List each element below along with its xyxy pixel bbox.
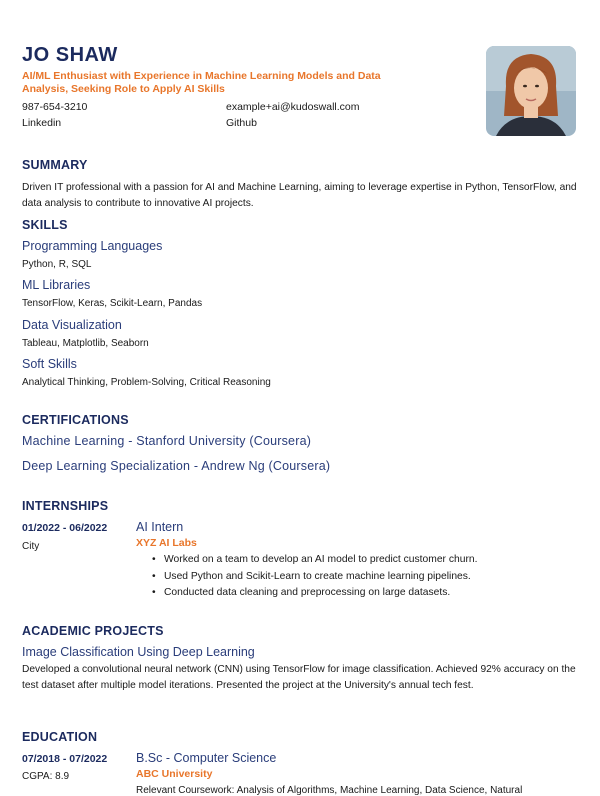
internship-bullet: • Worked on a team to develop an AI model to predict customer churn. <box>150 552 477 569</box>
skill-group-items: TensorFlow, Keras, Scikit-Learn, Pandas <box>22 298 203 309</box>
education-degree: B.Sc - Computer Science <box>136 751 277 765</box>
internships-heading: INTERNSHIPS <box>22 499 109 513</box>
email-address[interactable]: example+ai@kudoswall.com <box>226 101 360 113</box>
phone-number: 987-654-3210 <box>22 101 88 113</box>
education-school: ABC University <box>136 768 213 780</box>
skill-group-title: Programming Languages <box>22 239 163 253</box>
internship-bullet-list <box>150 552 477 602</box>
certification-item: Machine Learning - Stanford University (Coursera) <box>22 434 312 448</box>
profile-photo <box>486 46 576 136</box>
internship-bullet: • Used Python and Scikit-Learn to create machine learning pipelines. <box>150 569 477 586</box>
certification-item: Deep Learning Specialization - Andrew Ng (Coursera) <box>22 459 331 473</box>
internship-bullet: • Conducted data cleaning and preprocessing on large datasets. <box>150 585 477 602</box>
github-link[interactable]: Github <box>226 117 257 129</box>
projects-heading: ACADEMIC PROJECTS <box>22 624 164 638</box>
summary-heading: SUMMARY <box>22 158 88 172</box>
candidate-name: JO SHAW <box>22 44 118 66</box>
education-gpa: CGPA: 8.9 <box>22 771 70 782</box>
internship-dates: 01/2022 - 06/2022 <box>22 522 108 534</box>
education-dates: 07/2018 - 07/2022 <box>22 753 108 765</box>
skills-heading: SKILLS <box>22 218 68 232</box>
project-title: Image Classification Using Deep Learning <box>22 645 255 659</box>
skill-group-items: Python, R, SQL <box>22 259 92 270</box>
education-coursework: Relevant Coursework: Analysis of Algorithms, Machine Learning, Data Science, Natural <box>136 785 523 796</box>
internship-company: XYZ AI Labs <box>136 537 197 549</box>
skill-group-items: Analytical Thinking, Problem-Solving, Critical Reasoning <box>22 377 271 388</box>
skill-group-items: Tableau, Matplotlib, Seaborn <box>22 338 149 349</box>
internship-role: AI Intern <box>136 520 184 534</box>
internship-location: City <box>22 541 40 552</box>
summary-text: Driven IT professional with a passion for AI and Machine Learning, aiming to leverage expertise in Python, TensorFlow, and data analysis to contribute to innovative AI projects. <box>22 182 577 209</box>
education-heading: EDUCATION <box>22 730 98 744</box>
skill-group-title: Soft Skills <box>22 357 77 371</box>
project-description: Developed a convolutional neural network (CNN) using TensorFlow for image classification. Achieved 92% accuracy on the test dataset after multiple model iterations. Presented the project at the University's annual tech fest. <box>22 664 576 691</box>
linkedin-link[interactable]: Linkedin <box>22 117 62 129</box>
skill-group-title: ML Libraries <box>22 278 91 292</box>
certifications-heading: CERTIFICATIONS <box>22 413 129 427</box>
skill-group-title: Data Visualization <box>22 318 122 332</box>
candidate-tagline: AI/ML Enthusiast with Experience in Machine Learning Models and Data Analysis, Seeking Role to Apply AI Skills <box>22 70 381 95</box>
